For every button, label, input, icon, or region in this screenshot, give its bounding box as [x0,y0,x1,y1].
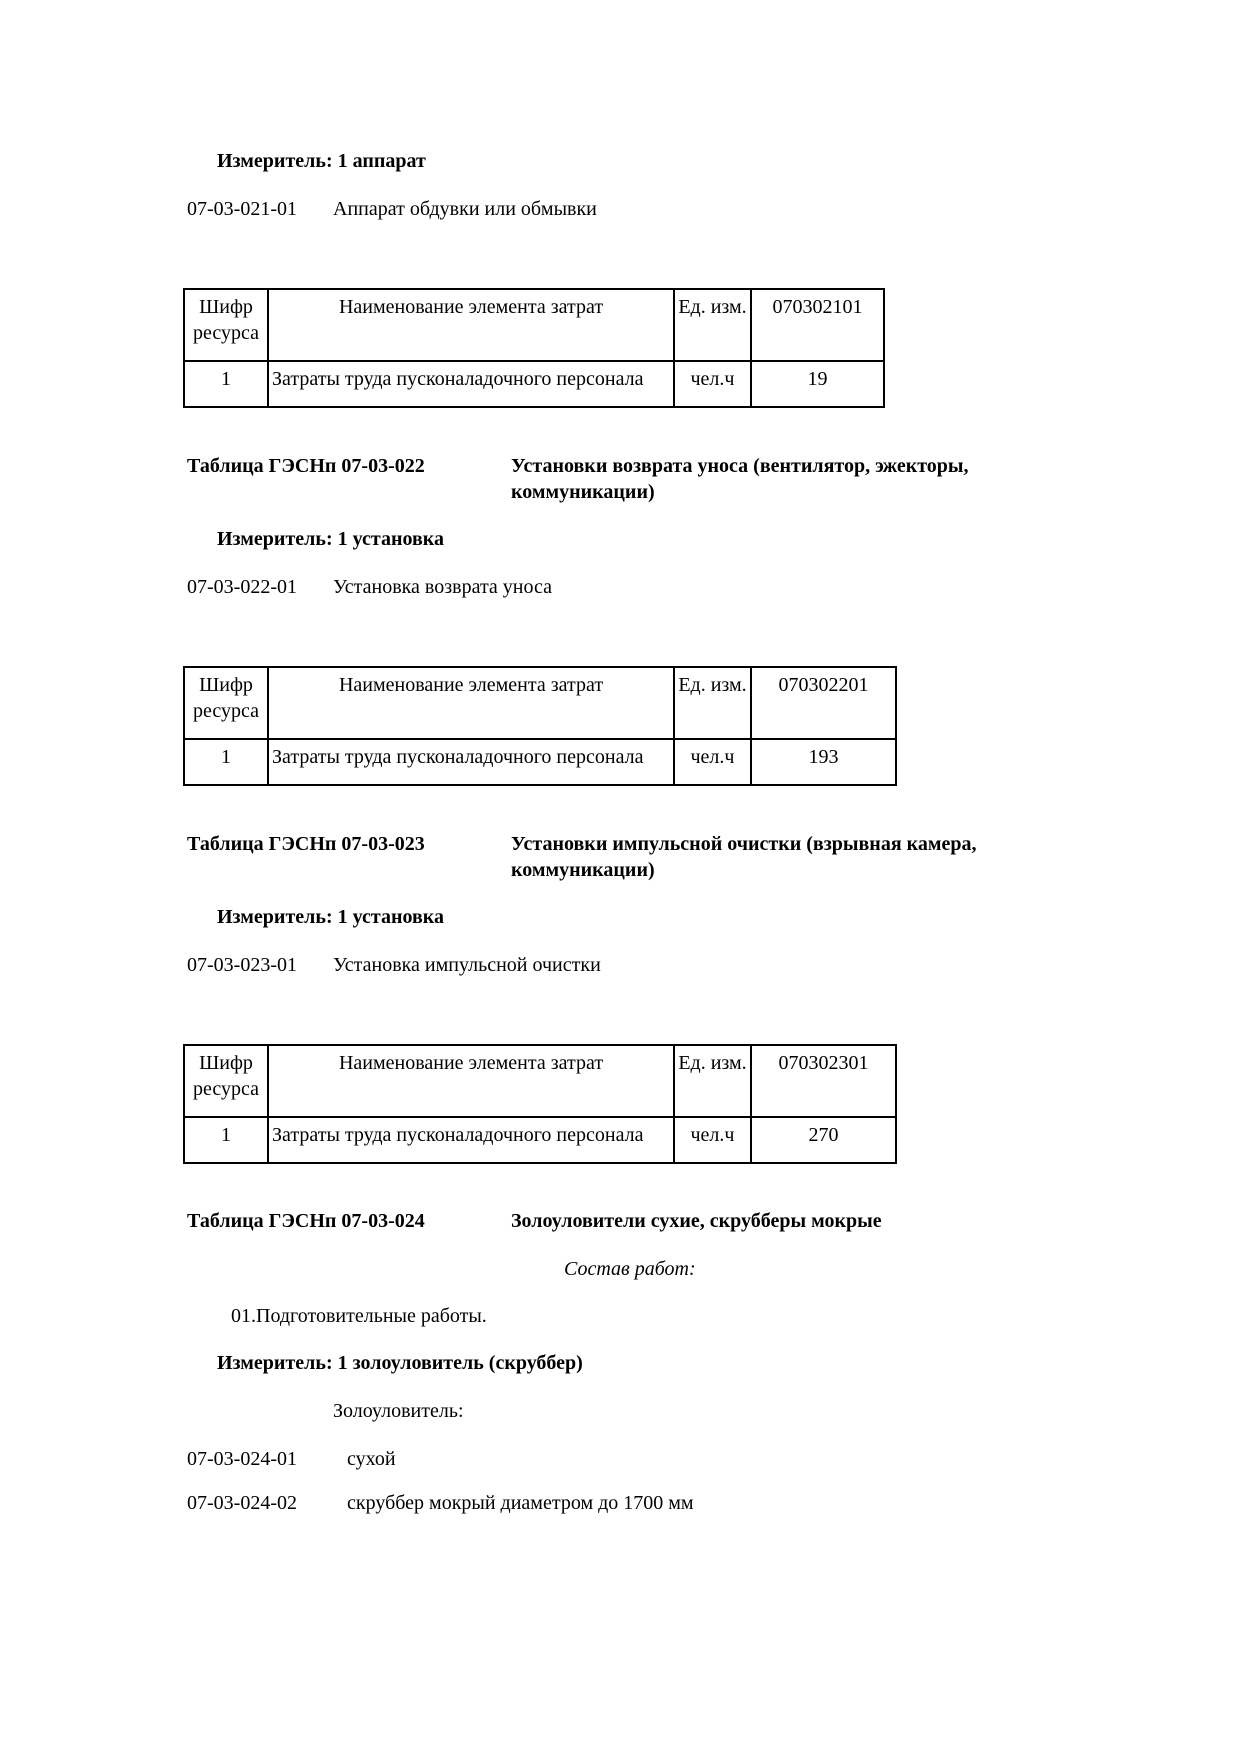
work-item: 01.Подготовительные работы. [231,1305,487,1327]
table-title-line1: Установки импульсной очистки (взрывная камера, [511,833,977,855]
cell-unit: чел.ч [674,361,751,407]
table-title: Золоуловители сухие, скрубберы мокрые [511,1210,882,1232]
item-code: 07-03-021-01 [187,198,297,220]
cell-name: Затраты труда пусконаладочного персонала [268,739,674,785]
table-header-row [184,1045,896,1117]
col-header-name: Наименование элемента затрат [268,667,674,739]
col-header-unit: Ед. изм. [674,289,751,361]
item-name: скруббер мокрый диаметром до 1700 мм [347,1492,694,1514]
resource-table [183,288,885,408]
cell-unit: чел.ч [674,1117,751,1163]
cell-code: 1 [184,361,268,407]
resource-table [183,666,897,786]
col-header-name: Наименование элемента затрат [268,289,674,361]
col-header-code: Шифр ресурса [184,1045,268,1117]
cell-code: 1 [184,1117,268,1163]
table-row [184,1117,896,1163]
measure-line: Измеритель: 1 установка [217,906,444,928]
table-title-line1: Установки возврата уноса (вентилятор, эжекторы, [511,455,969,477]
work-composition-heading: Состав работ: [564,1258,696,1280]
cell-value: 270 [751,1117,896,1163]
item-name: Установка импульсной очистки [333,954,601,976]
group-label: Золоуловитель: [333,1400,464,1422]
table-row [184,361,884,407]
col-header-unit: Ед. изм. [674,667,751,739]
item-name: Установка возврата уноса [333,576,553,598]
item-code: 07-03-023-01 [187,954,297,976]
table-code: Таблица ГЭСНп 07-03-022 [187,455,425,477]
resource-table [183,1044,897,1164]
table-code: Таблица ГЭСНп 07-03-024 [187,1210,425,1232]
table-row [184,739,896,785]
col-header-id: 070302201 [751,667,896,739]
table-title-line2: коммуникации) [511,481,655,503]
item-code: 07-03-024-02 [187,1492,297,1514]
item-code: 07-03-022-01 [187,576,297,598]
cell-value: 193 [751,739,896,785]
cell-name: Затраты труда пусконаладочного персонала [268,1117,674,1163]
measure-line: Измеритель: 1 аппарат [217,150,426,172]
measure-line: Измеритель: 1 золоуловитель (скруббер) [217,1352,583,1374]
col-header-id: 070302101 [751,289,884,361]
table-code: Таблица ГЭСНп 07-03-023 [187,833,425,855]
col-header-code: Шифр ресурса [184,289,268,361]
cell-code: 1 [184,739,268,785]
col-header-name: Наименование элемента затрат [268,1045,674,1117]
item-name: Аппарат обдувки или обмывки [333,198,597,220]
item-code: 07-03-024-01 [187,1448,297,1470]
table-header-row [184,289,884,361]
measure-line: Измеритель: 1 установка [217,528,444,550]
col-header-unit: Ед. изм. [674,1045,751,1117]
table-title-line2: коммуникации) [511,859,655,881]
cell-value: 19 [751,361,884,407]
col-header-id: 070302301 [751,1045,896,1117]
cell-name: Затраты труда пусконаладочного персонала [268,361,674,407]
cell-unit: чел.ч [674,739,751,785]
item-name: сухой [347,1448,396,1470]
col-header-code: Шифр ресурса [184,667,268,739]
table-header-row [184,667,896,739]
